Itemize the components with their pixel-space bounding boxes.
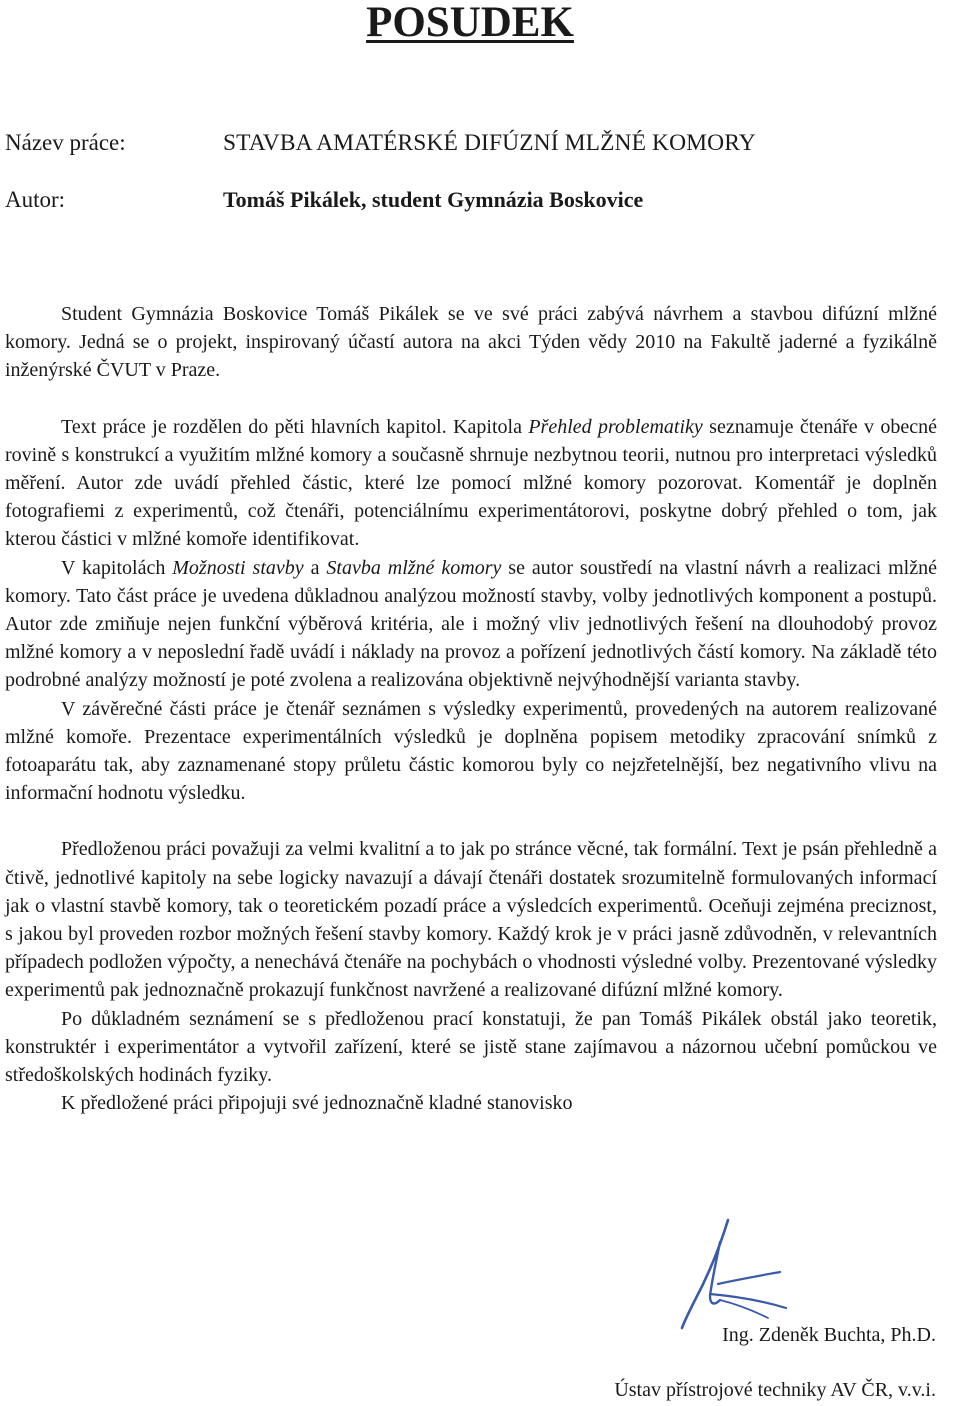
author-label: Autor: [5, 187, 66, 212]
chapter-title-overview: Přehled problematiky [528, 415, 703, 438]
work-title-value: STAVBA AMATÉRSKÉ DIFÚZNÍ MLŽNÉ KOMORY [223, 130, 756, 156]
review-body [5, 300, 937, 1117]
paragraph-construction-text-c: se autor soustředí na vlastní návrh a realizaci mlžné komory. Tato část práce je uvedena důkladnou analýzou možností stavby, volby jednotlivých komponent a postupů. Autor zde zmiňuje nejen funkční výběrová kritéria, ale i možný vliv jednotlivých řešení na dlouhodobý provoz mlžné komory a v neposlední řadě uvádí i náklady na provoz a pořízení jednotlivých částí komory. Na základě této podrobné analýzy možností je poté zvolena a realizována objektivně nejvýhodnější varianta stavby. [5, 556, 937, 692]
paragraph-conclusion: Po důkladném seznámení se s předloženou prací konstatuji, že pan Tomáš Pikálek obstál jako teoretik, konstruktér i experimentátor a vytvořil zařízení, které se jistě stane zajímavou a názornou učební pomůckou ve středoškolských hodinách fyziky. [5, 1007, 937, 1087]
signatory-institution: Ústav přístrojové techniky AV ČR, v.v.i. [614, 1379, 936, 1401]
author-value: Tomáš Pikálek, student Gymnázia Boskovice [223, 187, 644, 212]
paragraph-intro: Student Gymnázia Boskovice Tomáš Pikálek se ve své práci zabývá návrhem a stavbou difúzní mlžné komory. Jedná se o projekt, inspirovaný účastí autora na akci Týden vědy 2010 na Fakultě jaderné a fyzikálně inženýrské ČVUT v Praze. [5, 303, 937, 382]
paragraph-evaluation: Předloženou práci považuji za velmi kvalitní a to jak po stránce věcné, tak formální. Text je psán přehledně a čtivě, jednotlivé kapitoly na sebe logicky navazují a dávají čtenáři dostatek srozumitelně formulovaných informací jak o vlastní stavbě komory, tak o teoretickém pozadí práce a výsledcích experimentů. Oceňuji zejména preciznost, s jakou byl proveden rozbor možných řešení stavby komory. Každý krok je v práci jasně zdůvodněn, v relevantních případech podložen výpočty, a nenechává čtenáře na pochybách o vhodnosti výsledné volby. Prezentované výsledky experimentů pak jednoznačně prokazují funkčnost navržené a realizované difúzní mlžné komory. [5, 838, 937, 1002]
paragraph-chapters [5, 413, 937, 554]
work-title-label: Název práce: [5, 130, 126, 155]
chapter-title-options: Možnosti stavby [172, 556, 304, 579]
paragraph-verdict: K předložené práci připojuji své jednoznačně kladné stanovisko [61, 1092, 573, 1115]
paragraph-chapters-text-b: seznamuje čtenáře v obecné rovině s konstrukcí a využitím mlžné komory a současně shrnuje nezbytnou teorii, nutnou pro interpretaci výsledků měření. Autor zde uvádí přehled částic, které lze pomocí mlžné komory pozorovat. Komentář je doplněn fotografiemi z experimentů, což čtenáři, potenciálnímu experimentátorovi, poskytne dobrý přehled o tom, jak kterou částici v mlžné komoře identifikovat. [5, 415, 937, 551]
paragraph-construction-text-b: a [303, 556, 327, 579]
handwritten-signature [680, 1218, 790, 1330]
paragraph-construction-text-a: V kapitolách [61, 556, 173, 579]
signatory-name: Ing. Zdeněk Buchta, Ph.D. [722, 1324, 936, 1346]
paragraph-chapters-text-a: Text práce je rozdělen do pěti hlavních kapitol. Kapitola [61, 415, 529, 438]
paragraph-construction [5, 554, 937, 695]
review-title: POSUDEK [366, 0, 574, 46]
paragraph-results: V závěrečné části práce je čtenář seznámen s výsledky experimentů, provedených na autorem realizované mlžné komoře. Prezentace experimentálních výsledků je doplněna popisem metodiky zpracování snímků z fotoaparátu tak, aby zaznamenané stopy průletu částic komorou byly co nejzřetelnější, bez negativního vlivu na informační hodnotu výsledku. [5, 697, 937, 805]
chapter-title-build: Stavba mlžné komory [326, 556, 502, 579]
